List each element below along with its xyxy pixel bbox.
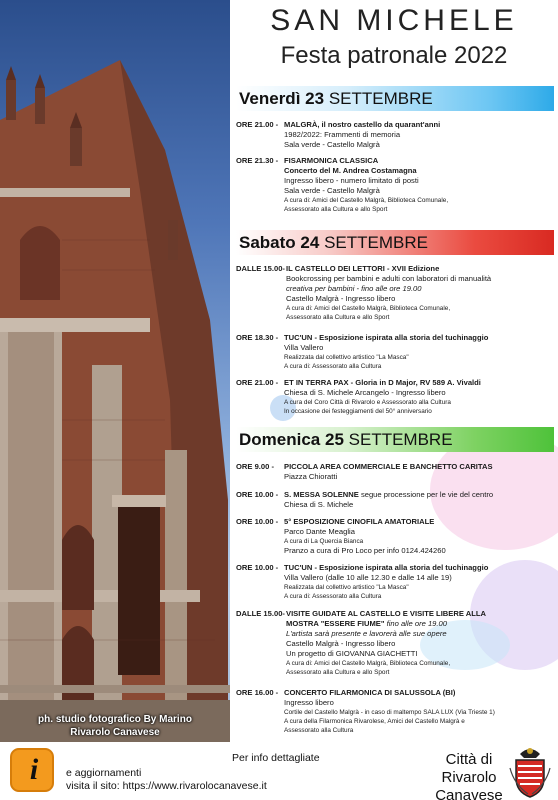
footer-website-link[interactable]: visita il sito: https://www.rivarolocanavese.it bbox=[66, 780, 267, 792]
event-item: ORE 10.00 - TUC'UN - Esposizione ispirata alla storia del tuchinaggio Villa Vallero (dalle 10 alle 12.30 e dalle 14 alle 19) Realizzata dal collettivo artistico "La Masca" A cura di: Assessorato alla Cultura bbox=[236, 563, 489, 600]
photo-credit-line1: ph. studio fotografico By Marino bbox=[38, 714, 192, 725]
event-item: ORE 21.00 - MALGRÀ, il nostro castello da quarant'anni 1982/2022: Frammenti di memoria Sala verde - Castello Malgrà bbox=[236, 120, 441, 149]
footer bbox=[0, 742, 558, 800]
page-title: SAN MICHELE bbox=[270, 4, 518, 37]
event-item: ORE 21.00 - ET IN TERRA PAX - Gloria in D Major, RV 589 A. Vivaldi Chiesa di S. Michele Arcangelo - Ingresso libero A cura del Coro Città di Rivarolo e Assessorato alla Cultura In occasione dei festeggiamenti del 50° anniversario bbox=[236, 378, 481, 415]
coat-of-arms-icon bbox=[506, 744, 554, 798]
city-name: Città di Rivarolo Canavese bbox=[435, 751, 503, 800]
footer-info-line2: e aggiornamenti bbox=[66, 767, 142, 779]
event-item: ORE 16.00 - CONCERTO FILARMONICA DI SALUSSOLA (BI) Ingresso libero Cortile del Castello Malgrà - in caso di maltempo SALA LUX (Via Trieste 1) A cura della Filarmonica Rivarolese, Amici del Castello Malgrà e Assessorato alla Cultura bbox=[236, 688, 495, 734]
church-photo bbox=[0, 0, 230, 742]
event-item: DALLE 15.00- IL CASTELLO DEI LETTORI - XVII Edizione Bookcrossing per bambini e adulti con laboratori di manualità creativa per bambini - fino alle ore 19.00 Castello Malgrà - Ingresso libero A cura di: Amici del Castello Malgrà, Biblioteca Comunale, Assessorato alla Cultura e allo Sport bbox=[236, 264, 492, 321]
info-icon: i bbox=[10, 748, 54, 792]
day-header-sunday: Domenica 25 SETTEMBRE bbox=[236, 427, 554, 452]
event-item: ORE 21.30 - FISARMONICA CLASSICA Concerto del M. Andrea Costamagna Ingresso libero - numero limitato di posti Sala verde - Castello Malgrà A cura di: Amici del Castello Malgrà, Biblioteca Comunale, Assessorato alla Cultura e allo Sport bbox=[236, 156, 449, 213]
event-item: DALLE 15.00- VISITE GUIDATE AL CASTELLO E VISITE LIBERE ALLA MOSTRA "ESSERE FIUME" fino alle ore 19.00 L'artista sarà presente e lavorerà alle sue opere Castello Malgrà - Ingresso libero Un progetto di GIOVANNA GIACHETTI A cura di: Amici del Castello Malgrà, Biblioteca Comunale, Assessorato alla Cultura e allo Sport bbox=[236, 609, 486, 676]
church-illustration bbox=[0, 0, 230, 742]
page-subtitle: Festa patronale 2022 bbox=[280, 42, 508, 69]
event-item: ORE 10.00 - S. MESSA SOLENNE segue processione per le vie del centro Chiesa di S. Michele bbox=[236, 490, 494, 509]
event-item: ORE 9.00 - PICCOLA AREA COMMERCIALE E BANCHETTO CARITAS Piazza Chioratti bbox=[236, 462, 493, 481]
event-item: ORE 10.00 - 5° ESPOSIZIONE CINOFILA AMATORIALE Parco Dante Meaglia A cura di La Quercia Bianca Pranzo a cura di Pro Loco per info 0124.424260 bbox=[236, 517, 446, 555]
event-item: ORE 18.30 - TUC'UN - Esposizione ispirata alla storia del tuchinaggio Villa Vallero Realizzata dal collettivo artistico "La Masca" A cura di: Assessorato alla Cultura bbox=[236, 333, 489, 370]
day-header-saturday: Sabato 24 SETTEMBRE bbox=[236, 230, 554, 255]
program-panel bbox=[230, 0, 558, 742]
footer-info-line1: Per info dettagliate bbox=[232, 752, 320, 764]
day-header-friday: Venerdì 23 SETTEMBRE bbox=[236, 86, 554, 111]
photo-credit-line2: Rivarolo Canavese bbox=[70, 727, 160, 738]
